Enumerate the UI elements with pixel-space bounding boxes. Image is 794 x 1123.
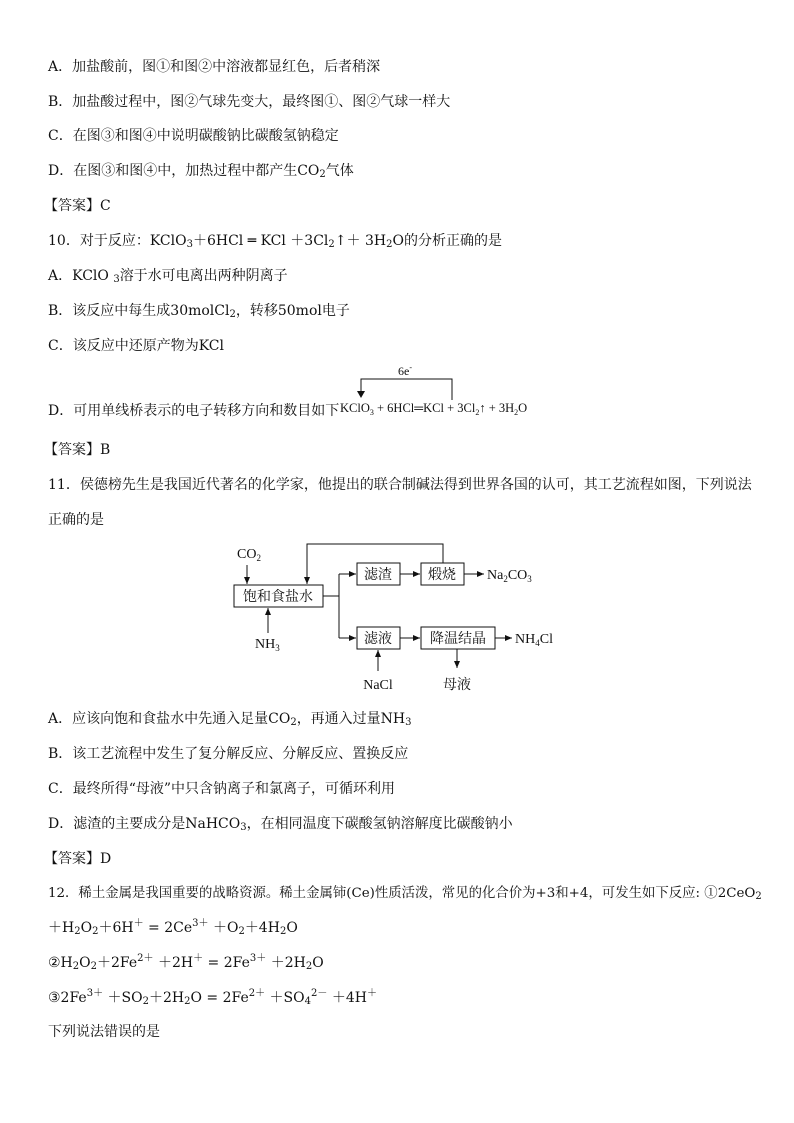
co2-label: $CO_2$ [237,547,261,563]
electron-transfer-diagram [336,364,576,420]
q9-option-a: A．加盐酸前，图①和图②中溶液都显红色，后者稍深 [48,59,381,75]
q11-option-c: C．最终所得“母液”中只含钠离子和氯离子，可循环利用 [48,781,396,797]
nh3-label: $NH_3$ [255,637,280,653]
q12-question: 下列说法错误的是 [48,1024,160,1040]
q12-equation-1: $+H_2O_2+6H^+ = 2Ce^{3+} +O_2+4H_2O$ [48,918,298,937]
cooling-label: 降温结晶 [430,631,486,647]
q10-option-b: B．该反应中每生成30molCl$_2$，转移50mol电子 [48,303,350,320]
q11-option-d: D．滤渣的主要成分是NaHCO$_3$，在相同温度下碳酸氢钠溶解度比碳酸钠小 [48,816,513,833]
q10-option-c: C．该反应中还原产物为KCl [48,338,224,354]
nacl-label: NaCl [363,678,393,693]
q9-answer: 【答案】C [44,198,111,214]
q12-equation-2: $②H_2O_2+2Fe^{2+} +2H^+ = 2Fe^{3+} +2H_2O$ [48,953,324,972]
q11-answer: 【答案】D [44,851,112,867]
q12-stem: 12．稀土金属是我国重要的战略资源。稀土金属铈(Ce)性质活泼，常见的化合价为+3和+4，可发生如下反应: ①2CeO$_2$ [48,886,762,902]
bridge-label: 6e- [398,364,412,378]
bridge-arrowhead [357,391,365,398]
nh4cl-label: $NH_4Cl$ [515,632,553,648]
bridge-line [361,379,452,400]
mother-liquor-label: 母液 [443,677,471,693]
bridge-equation: KClO$_3$ + 6HCl═KCl + $3Cl_2↑ + 3H_2O$ [340,401,528,417]
q10-option-d: D．可用单线桥表示的电子转移方向和数目如下 [48,403,340,419]
q9-option-c: C．在图③和图④中说明碳酸钠比碳酸氢钠稳定 [48,128,339,144]
brine-label: 饱和食盐水 [243,589,313,605]
calcine-label: 煅烧 [428,567,456,583]
q9-option-b: B．加盐酸过程中，图②气球先变大，最终图①、图②气球一样大 [48,94,451,110]
q10-stem: 10．对于反应：KClO$_3$＋6HCl ═ KCl $+3Cl_2↑+ 3H_2O$的分析正确的是 [48,233,502,250]
q11-option-b: B．该工艺流程中发生了复分解反应、分解反应、置换反应 [48,746,409,762]
q10-answer: 【答案】B [44,442,111,458]
q11-stem-line2: 正确的是 [48,512,104,528]
q9-option-d: D．在图③和图④中，加热过程中都产生$CO_2$气体 [48,163,354,180]
filtrate-label: 滤液 [364,631,392,647]
q12-equation-3: $③2Fe^{3+} +SO_2+2H_2O = 2Fe^{2+} +SO_4^{2-} +4H^+$ [48,988,377,1007]
q11-stem-line1: 11．侯德榜先生是我国近代著名的化学家，他提出的联合制碱法得到世界各国的认可，其工艺流程如图，下列说法 [48,477,752,493]
na2co3-label: $Na_2CO_3$ [487,568,532,584]
residue-label: 滤渣 [364,567,392,583]
q11-option-a: A．应该向饱和食盐水中先通入足量$CO_2$，再通入过量$NH_3$ [48,711,412,728]
process-flow-diagram [225,538,575,698]
q10-option-a: A．KClO $_3$溶于水可电离出两种阴离子 [48,268,288,285]
